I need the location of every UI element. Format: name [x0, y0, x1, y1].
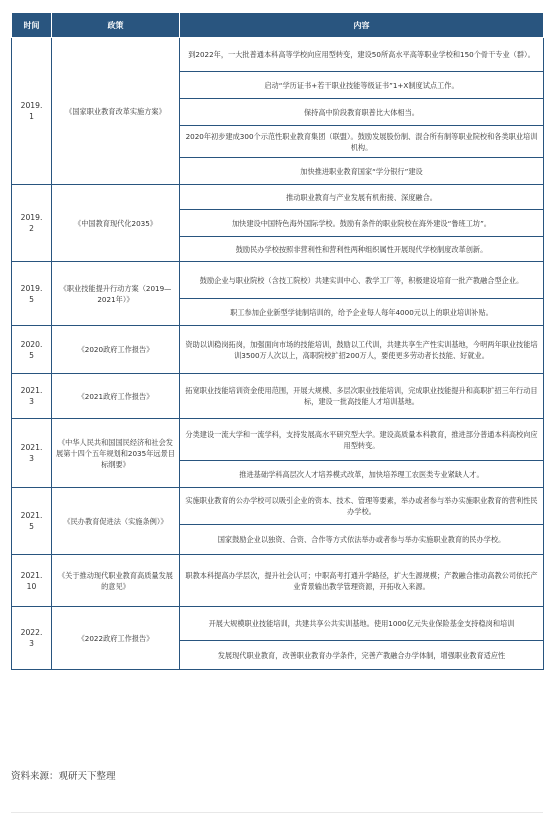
table-row: [12, 374, 544, 419]
content-cell: 鼓励民办学校按照非营利性和营利性两种组织属性开展现代学校制度改革创新。: [180, 237, 544, 262]
content-cell: 保持高中阶段教育职普比大体相当。: [180, 99, 544, 126]
table-row: [12, 419, 544, 461]
content-cell: 到2022年，一大批普通本科高等学校向应用型转变，建设50所高水平高等职业学校和150个骨干专业（群）。: [180, 38, 544, 72]
header-time: 时间: [12, 13, 52, 38]
content-cell: 资助以训稳岗拓岗，加强面向市场的技能培训，鼓励以工代训，共建共享生产性实训基地，今明两年职业技能培训3500万人次以上，高职院校扩招200万人，要使更多劳动者长技能、好就业。: [180, 326, 544, 374]
table-row: [12, 185, 544, 210]
content-cell: 启动“学历证书+若干职业技能等级证书”1+X制度试点工作。: [180, 72, 544, 99]
table-row: [12, 326, 544, 374]
policy-cell: 《国家职业教育改革实施方案》: [52, 38, 180, 185]
policy-cell: 《2022政府工作报告》: [52, 607, 180, 670]
policy-cell: 《民办教育促进法（实施条例）》: [52, 488, 180, 555]
content-cell: 职工参加企业新型学徒制培训的，给予企业每人每年4000元以上的职业培训补贴。: [180, 299, 544, 326]
table-header-row: [12, 13, 544, 38]
policy-cell: 《关于推动现代职业教育高质量发展的意见》: [52, 555, 180, 607]
content-cell: 加快建设中国特色海外国际学校。鼓励有条件的职业院校在海外建设“鲁班工坊”。: [180, 210, 544, 237]
content-cell: 鼓励企业与职业院校（含技工院校）共建实训中心、教学工厂等，积极建设培育一批产教融合型企业。: [180, 262, 544, 299]
time-cell: 2021. 10: [12, 555, 52, 607]
policy-cell: 《2021政府工作报告》: [52, 374, 180, 419]
bottom-divider: [11, 812, 543, 813]
content-cell: 分类建设一流大学和一流学科，支持发展高水平研究型大学。建设高质量本科教育，推进部分普通本科高校向应用型转变。: [180, 419, 544, 461]
source-note: 资料来源：观研天下整理: [11, 771, 116, 782]
content-cell: 加快推进职业教育国家“学分银行”建设: [180, 158, 544, 185]
table-row: [12, 607, 544, 641]
content-cell: 拓宽职业技能培训资金使用范围，开展大规模、多层次职业技能培训，完成职业技能提升和高职扩招三年行动目标，建设一批高技能人才培训基地。: [180, 374, 544, 419]
header-policy: 政策: [52, 13, 180, 38]
time-cell: 2021. 5: [12, 488, 52, 555]
policy-table-body: [12, 38, 544, 670]
policy-cell: 《2020政府工作报告》: [52, 326, 180, 374]
table-row: [12, 488, 544, 525]
time-cell: 2022. 3: [12, 607, 52, 670]
content-cell: 发展现代职业教育，改善职业教育办学条件，完善产教融合办学体制，增强职业教育适应性: [180, 641, 544, 670]
time-cell: 2019. 1: [12, 38, 52, 185]
table-row: [12, 555, 544, 607]
time-cell: 2021. 3: [12, 419, 52, 488]
policy-table: [11, 12, 544, 670]
table-row: [12, 262, 544, 299]
policy-cell: 《职业技能提升行动方案（2019—2021年）》: [52, 262, 180, 326]
content-cell: 国家鼓励企业以独资、合资、合作等方式依法举办或者参与举办实施职业教育的民办学校。: [180, 525, 544, 555]
table-row: [12, 38, 544, 72]
header-content: 内容: [180, 13, 544, 38]
content-cell: 推进基础学科高层次人才培养模式改革，加快培养理工农医类专业紧缺人才。: [180, 461, 544, 488]
content-cell: 职教本科提高办学层次，提升社会认可；中职高考打通升学路径，扩大生源规模；产教融合推动高教公司依托产业背景输出教学管理资源，开拓收入来源。: [180, 555, 544, 607]
time-cell: 2019. 2: [12, 185, 52, 262]
content-cell: 2020年初步建成300个示范性职业教育集团（联盟）。鼓励发展股份制、混合所有制等职业院校和各类职业培训机构。: [180, 126, 544, 158]
policy-cell: 《中国教育现代化2035》: [52, 185, 180, 262]
time-cell: 2021. 3: [12, 374, 52, 419]
time-cell: 2020. 5: [12, 326, 52, 374]
policy-cell: 《中华人民共和国国民经济和社会发展第十四个五年规划和2035年远景目标纲要》: [52, 419, 180, 488]
content-cell: 实施职业教育的公办学校可以吸引企业的资本、技术、管理等要素，举办或者参与举办实施职业教育的营利性民办学校。: [180, 488, 544, 525]
content-cell: 开展大规模职业技能培训，共建共享公共实训基地。使用1000亿元失业保险基金支持稳岗和培训: [180, 607, 544, 641]
content-cell: 推动职业教育与产业发展有机衔接、深度融合。: [180, 185, 544, 210]
time-cell: 2019. 5: [12, 262, 52, 326]
